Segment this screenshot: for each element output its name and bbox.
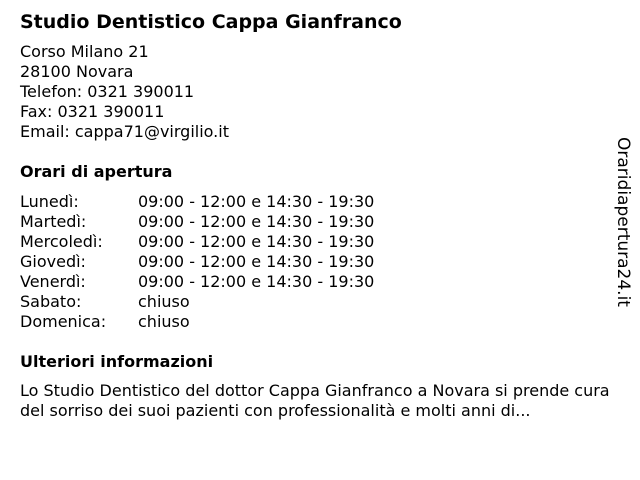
hours-row-lunedi — [20, 192, 620, 212]
additional-info-text: Lo Studio Dentistico del dottor Cappa Gianfranco a Novara si prende cura del sorriso dei suoi pazienti con professionalità e molti anni di... — [20, 381, 610, 420]
hours-value: 09:00 - 12:00 e 14:30 - 19:30 — [138, 192, 375, 211]
email-address: Email: cappa71@virgilio.it — [20, 122, 229, 141]
hours-day: Sabato: — [20, 292, 82, 311]
hours-row-domenica — [20, 312, 620, 332]
business-card — [20, 10, 620, 421]
hours-value: chiuso — [138, 292, 190, 311]
street-address: Corso Milano 21 — [20, 42, 149, 61]
hours-day: Martedì: — [20, 212, 87, 231]
hours-row-martedi — [20, 212, 620, 232]
hours-day: Lunedì: — [20, 192, 79, 211]
site-watermark: Oraridiapertura24.it — [613, 137, 633, 307]
fax-number: Fax: 0321 390011 — [20, 102, 165, 121]
hours-row-mercoledi — [20, 232, 620, 252]
hours-day: Mercoledì: — [20, 232, 103, 251]
hours-day: Venerdì: — [20, 272, 86, 291]
additional-info-heading: Ulteriori informazioni — [20, 352, 214, 371]
hours-day: Giovedì: — [20, 252, 86, 271]
phone-number: Telefon: 0321 390011 — [20, 82, 195, 101]
hours-value: 09:00 - 12:00 e 14:30 - 19:30 — [138, 232, 375, 251]
opening-hours-heading: Orari di apertura — [20, 162, 173, 181]
hours-row-giovedi — [20, 252, 620, 272]
opening-hours-table — [20, 192, 620, 332]
contact-block — [20, 42, 620, 142]
business-title: Studio Dentistico Cappa Gianfranco — [20, 11, 402, 33]
hours-value: chiuso — [138, 312, 190, 331]
hours-value: 09:00 - 12:00 e 14:30 - 19:30 — [138, 252, 375, 271]
hours-row-sabato — [20, 292, 620, 312]
hours-day: Domenica: — [20, 312, 107, 331]
hours-row-venerdi — [20, 272, 620, 292]
city-address: 28100 Novara — [20, 62, 134, 81]
hours-value: 09:00 - 12:00 e 14:30 - 19:30 — [138, 272, 375, 291]
hours-value: 09:00 - 12:00 e 14:30 - 19:30 — [138, 212, 375, 231]
